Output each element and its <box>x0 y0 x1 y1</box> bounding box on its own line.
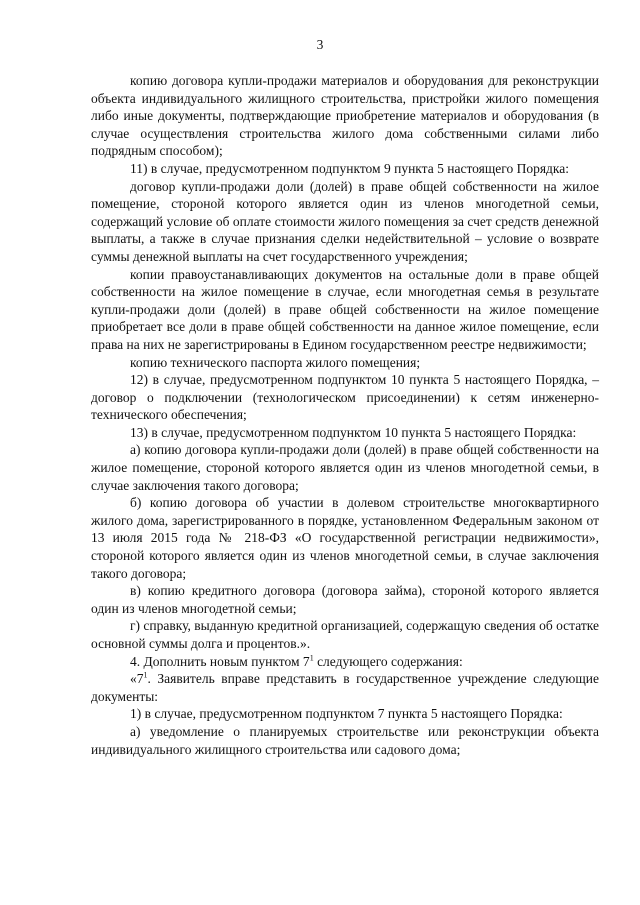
superscript: 1 <box>309 653 314 663</box>
paragraph-text: 4. Дополнить новым пунктом 7 <box>130 653 310 669</box>
paragraph: в) копию кредитного договора (договора займа), стороной которого является один из членов многодетной семьи; <box>91 583 599 616</box>
paragraph: 13) в случае, предусмотренном подпунктом 10 пункта 5 настоящего Порядка: <box>130 424 577 440</box>
paragraph: договор купли-продажи доли (долей) в праве общей собственности на жилое помещение, стороной которого является один из членов многодетной семьи, содержащий условие об оплате стоимости жилого помещения за счет средств денежной выплаты, а также в случае признания сделки недействительной – условие о возврате суммы денежной выплаты на счет государственного учреждения; <box>91 178 599 264</box>
paragraph: копию договора купли-продажи материалов и оборудования для реконструкции объекта индивидуального жилищного строительства, пристройки жилого помещения либо иные документы, подтверждающие приобретение материалов и оборудования (в случае осуществления строительства жилого дома собственными силами либо подрядным способом); <box>91 73 599 159</box>
page-number: 3 <box>316 37 324 52</box>
paragraph <box>91 670 599 705</box>
paragraph: г) справку, выданную кредитной организацией, содержащую сведения об остатке основной суммы долга и процентов.». <box>91 618 599 651</box>
paragraph: копии правоустанавливающих документов на остальные доли в праве общей собственности на жилое помещение в случае, если многодетная семья в результате купли-продажи доли (долей) в праве общей собственности на жилое помещение приобретает все доли в праве общей собственности на данное жилое помещение, если права на них не зарегистрированы в Едином государственном реестре недвижимости; <box>91 266 599 352</box>
paragraph: копию технического паспорта жилого помещения; <box>130 354 421 370</box>
paragraph: б) копию договора об участии в долевом строительстве многоквартирного жилого дома, зарегистрированного в порядке, установленном Федеральным законом от 13 июля 2015 года № 218-ФЗ «О государственной регистрации недвижимости», стороной которого является один из членов многодетной семьи, в случае заключения такого договора; <box>91 495 599 581</box>
paragraph-text: следующего содержания: <box>313 653 463 669</box>
paragraph-text: «7 <box>130 671 144 687</box>
paragraph: 12) в случае, предусмотренном подпунктом 10 пункта 5 настоящего Порядка, – договор о подключении (технологическом присоединении) к сетям инженерно-технического обеспечения; <box>91 372 599 423</box>
paragraph-text: . Заявитель вправе представить в государственное учреждение следующие документы: <box>91 671 599 704</box>
paragraph: а) копию договора купли-продажи доли (долей) в праве общей собственности на жилое помещение, стороной которого является один из членов многодетной семьи, в случае заключения такого договора; <box>91 442 599 493</box>
document-body <box>91 72 599 758</box>
paragraph <box>91 653 599 671</box>
superscript: 1 <box>143 670 148 680</box>
paragraph: 1) в случае, предусмотренном подпунктом 7 пункта 5 настоящего Порядка: <box>130 706 563 722</box>
paragraph: 11) в случае, предусмотренном подпунктом 9 пункта 5 настоящего Порядка: <box>130 160 570 176</box>
paragraph: а) уведомление о планируемых строительстве или реконструкции объекта индивидуального жилищного строительства или садового дома; <box>91 723 599 757</box>
